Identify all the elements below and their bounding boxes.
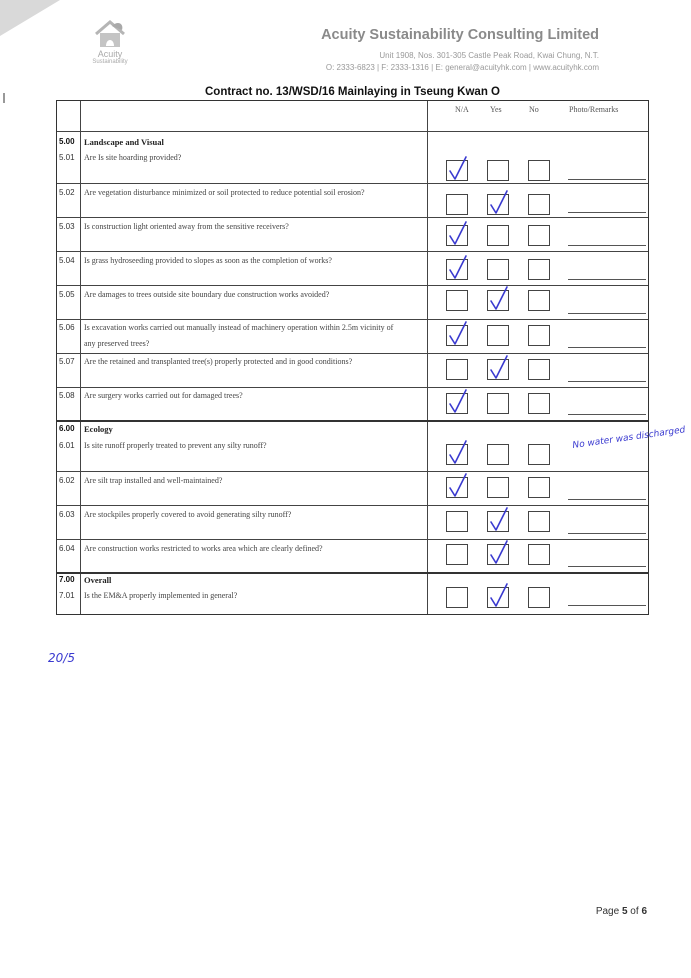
remark-text: No water was discharged (571, 425, 687, 452)
checkbox-yes[interactable] (487, 325, 509, 346)
checkbox-yes[interactable] (487, 359, 509, 380)
section-title: Ecology (84, 424, 113, 434)
remarks-line[interactable] (568, 381, 646, 382)
item-code: 6.01 (59, 441, 75, 450)
checkbox-yes[interactable] (487, 225, 509, 246)
item-code: 6.04 (59, 544, 75, 553)
item-question: Are the retained and transplanted tree(s) properly protected and in good conditions? (84, 357, 353, 366)
checkbox-yes[interactable] (487, 444, 509, 465)
checkbox-na[interactable] (446, 259, 468, 280)
item-code: 5.08 (59, 391, 75, 400)
checkbox-yes[interactable] (487, 477, 509, 498)
item-question-continued: any preserved trees? (84, 339, 150, 348)
checkbox-no[interactable] (528, 225, 550, 246)
checkbox-yes[interactable] (487, 587, 509, 608)
checkbox-no[interactable] (528, 511, 550, 532)
item-code: 5.02 (59, 188, 75, 197)
item-code: 5.07 (59, 357, 75, 366)
checkmark-icon (444, 387, 470, 415)
row-divider (57, 505, 648, 506)
checkmark-icon (444, 219, 470, 247)
checkbox-no[interactable] (528, 259, 550, 280)
section-divider (57, 420, 648, 422)
checkbox-na[interactable] (446, 477, 468, 498)
checkmark-icon (444, 319, 470, 347)
remarks-line[interactable] (568, 313, 646, 314)
checkbox-na[interactable] (446, 325, 468, 346)
checkbox-yes[interactable] (487, 290, 509, 311)
remarks-line[interactable] (568, 605, 646, 606)
scan-margin-mark (3, 93, 5, 103)
section-title: Landscape and Visual (84, 137, 164, 147)
checkmark-icon (444, 154, 470, 182)
remarks-line[interactable] (568, 347, 646, 348)
item-question: Are vegetation disturbance minimized or soil protected to reduce potential soil erosion? (84, 188, 365, 197)
column-divider (427, 101, 428, 614)
row-divider (57, 387, 648, 388)
row-divider (57, 353, 648, 354)
remarks-line[interactable] (568, 245, 646, 246)
checkbox-no[interactable] (528, 444, 550, 465)
checkbox-na[interactable] (446, 444, 468, 465)
company-contact: O: 2333-6823 | F: 2333-1316 | E: general@acuityhk.com | www.acuityhk.com (325, 63, 599, 72)
checkbox-na[interactable] (446, 160, 468, 181)
row-divider (57, 539, 648, 540)
remarks-line[interactable] (568, 566, 646, 567)
header-divider (57, 131, 648, 132)
checkbox-no[interactable] (528, 544, 550, 565)
section-code: 7.00 (59, 575, 75, 584)
checkbox-yes[interactable] (487, 511, 509, 532)
remarks-line[interactable] (568, 533, 646, 534)
checkbox-no[interactable] (528, 359, 550, 380)
checkmark-icon (485, 284, 511, 312)
checkbox-no[interactable] (528, 290, 550, 311)
column-header-yes: Yes (490, 105, 502, 114)
item-question: Are construction works restricted to works area which are clearly defined? (84, 544, 323, 553)
remarks-line[interactable] (568, 279, 646, 280)
item-question: Are Is site hoarding provided? (84, 153, 182, 162)
checkmark-icon (485, 188, 511, 216)
checkbox-na[interactable] (446, 194, 468, 215)
checkbox-no[interactable] (528, 587, 550, 608)
item-code: 6.03 (59, 510, 75, 519)
item-question: Is construction light oriented away from the sensitive receivers? (84, 222, 289, 231)
item-question: Is the EM&A properly implemented in general? (84, 591, 238, 600)
remarks-line[interactable] (568, 212, 646, 213)
checkbox-yes[interactable] (487, 393, 509, 414)
scan-corner-shadow (0, 0, 60, 40)
checkbox-no[interactable] (528, 325, 550, 346)
handwritten-remark (569, 425, 687, 461)
item-question: Is excavation works carried out manually instead of machinery operation within 2.5m vicinity of (84, 323, 394, 332)
logo-tagline: Sustainability (92, 59, 128, 65)
checklist-table (56, 100, 687, 615)
checkbox-yes[interactable] (487, 544, 509, 565)
column-header-na: N/A (455, 105, 469, 114)
remarks-line[interactable] (568, 499, 646, 500)
page-total: 6 (641, 906, 647, 917)
logo-name: Acuity (97, 49, 123, 59)
item-code: 5.05 (59, 290, 75, 299)
company-name: Acuity Sustainability Consulting Limited (321, 27, 599, 43)
row-divider (57, 251, 648, 252)
page-mid: of (627, 906, 642, 917)
item-code: 5.06 (59, 323, 75, 332)
column-header-no: No (529, 105, 539, 114)
checkbox-yes[interactable] (487, 194, 509, 215)
column-divider (80, 101, 81, 614)
checkmark-icon (485, 353, 511, 381)
checkbox-yes[interactable] (487, 160, 509, 181)
checkmark-icon (485, 538, 511, 566)
section-code: 6.00 (59, 424, 75, 433)
checkbox-no[interactable] (528, 160, 550, 181)
checkbox-no[interactable] (528, 477, 550, 498)
row-divider (57, 285, 648, 286)
checkbox-na[interactable] (446, 359, 468, 380)
column-header-remarks: Photo/Remarks (569, 105, 619, 114)
item-question: Is site runoff properly treated to prevent any silty runoff? (84, 441, 267, 450)
checkbox-na[interactable] (446, 290, 468, 311)
page-prefix: Page (595, 906, 622, 917)
company-logo (82, 18, 138, 65)
checkbox-no[interactable] (528, 393, 550, 414)
checkmark-icon (485, 505, 511, 533)
row-divider (57, 471, 648, 472)
checkbox-na[interactable] (446, 511, 468, 532)
checkbox-no[interactable] (528, 194, 550, 215)
item-code: 5.01 (59, 153, 75, 162)
item-code: 7.01 (59, 591, 75, 600)
section-title: Overall (84, 575, 112, 585)
item-code: 6.02 (59, 476, 75, 485)
contract-title: Contract no. 13/WSD/16 Mainlaying in Tseung Kwan O (205, 86, 500, 98)
item-code: 5.03 (59, 222, 75, 231)
handwritten-date: 20/5 (48, 651, 75, 665)
checkmark-icon (444, 253, 470, 281)
item-question: Is grass hydroseeding provided to slopes as soon as the completion of works? (84, 256, 332, 265)
page-current: 5 (621, 906, 628, 917)
remarks-line[interactable] (568, 179, 646, 180)
item-question: Are damages to trees outside site boundary due construction works avoided? (84, 290, 330, 299)
row-divider (57, 217, 648, 218)
checkbox-na[interactable] (446, 225, 468, 246)
checkmark-icon (485, 581, 511, 609)
section-divider (57, 572, 648, 574)
item-question: Are stockpiles properly covered to avoid generating silty runoff? (84, 510, 292, 519)
row-divider (57, 319, 648, 320)
checkmark-icon (444, 471, 470, 499)
checkbox-na[interactable] (446, 544, 468, 565)
checkmark-icon (444, 438, 470, 466)
remarks-line[interactable] (568, 414, 646, 415)
item-question: Are surgery works carried out for damaged trees? (84, 391, 243, 400)
company-address: Unit 1908, Nos. 301-305 Castle Peak Road, Kwai Chung, N.T. (379, 51, 599, 60)
item-question: Are silt trap installed and well-maintained? (84, 476, 223, 485)
checkbox-na[interactable] (446, 393, 468, 414)
checkbox-yes[interactable] (487, 259, 509, 280)
checkbox-na[interactable] (446, 587, 468, 608)
item-code: 5.04 (59, 256, 75, 265)
section-code: 5.00 (59, 137, 75, 146)
row-divider (57, 183, 648, 184)
logo-house-icon (90, 18, 130, 48)
page-number (596, 906, 647, 917)
